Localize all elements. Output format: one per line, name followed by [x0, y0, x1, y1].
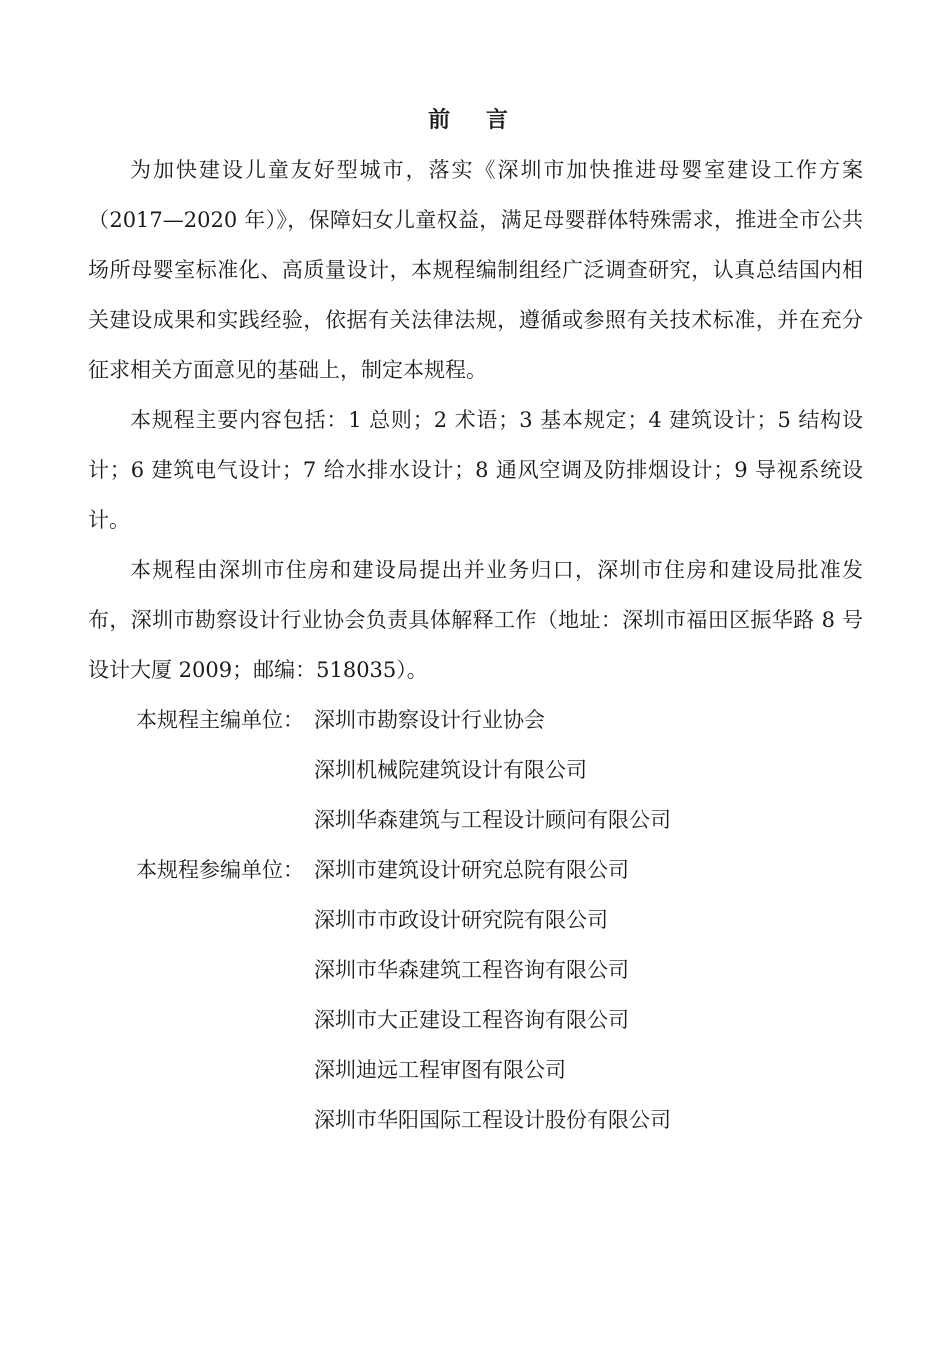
participating-unit-name: 深圳市华森建筑工程咨询有限公司 — [314, 958, 629, 982]
chief-unit-name: 深圳华森建筑与工程设计顾问有限公司 — [314, 808, 671, 832]
participating-units-block — [88, 845, 863, 1145]
unit-row — [88, 945, 863, 995]
participating-unit-name: 深圳市华阳国际工程设计股份有限公司 — [314, 1108, 671, 1132]
participating-unit-name: 深圳市建筑设计研究总院有限公司 — [314, 858, 629, 882]
chief-units-label: 本规程主编单位： — [136, 708, 304, 732]
participating-unit-name: 深圳市市政设计研究院有限公司 — [314, 908, 608, 932]
preface-content — [88, 145, 863, 1145]
paragraph-contents: 本规程主要内容包括：1 总则；2 术语；3 基本规定；4 建筑设计；5 结构设计；6 建筑电气设计；7 给水排水设计；8 通风空调及防排烟设计；9 导视系统设计。 — [88, 408, 863, 532]
unit-row — [88, 1045, 863, 1095]
unit-row — [88, 995, 863, 1045]
paragraph-authority: 本规程由深圳市住房和建设局提出并业务归口，深圳市住房和建设局批准发布，深圳市勘察设计行业协会负责具体解释工作（地址：深圳市福田区振华路 8 号设计大厦 2009；邮编：518035）。 — [88, 558, 863, 682]
unit-row — [88, 845, 863, 895]
participating-units-label: 本规程参编单位： — [136, 858, 304, 882]
page-title: 前 言 — [428, 107, 522, 133]
participating-unit-name: 深圳迪远工程审图有限公司 — [314, 1058, 566, 1082]
paragraph-purpose: 为加快建设儿童友好型城市，落实《深圳市加快推进母婴室建设工作方案（2017—2020 年）》，保障妇女儿童权益，满足母婴群体特殊需求，推进全市公共场所母婴室标准化、高质量设计，本规程编制组经广泛调查研究，认真总结国内相关建设成果和实践经验，依据有关法律法规，遵循或参照有关技术标准，并在充分征求相关方面意见的基础上，制定本规程。 — [88, 158, 863, 382]
chief-unit-name: 深圳市勘察设计行业协会 — [314, 708, 545, 732]
unit-row — [88, 745, 863, 795]
participating-unit-name: 深圳市大正建设工程咨询有限公司 — [314, 1008, 629, 1032]
unit-row — [88, 1095, 863, 1145]
unit-row — [88, 895, 863, 945]
chief-units-block — [88, 695, 863, 845]
chief-unit-name: 深圳机械院建筑设计有限公司 — [314, 758, 587, 782]
unit-row — [88, 795, 863, 845]
unit-row — [88, 695, 863, 745]
